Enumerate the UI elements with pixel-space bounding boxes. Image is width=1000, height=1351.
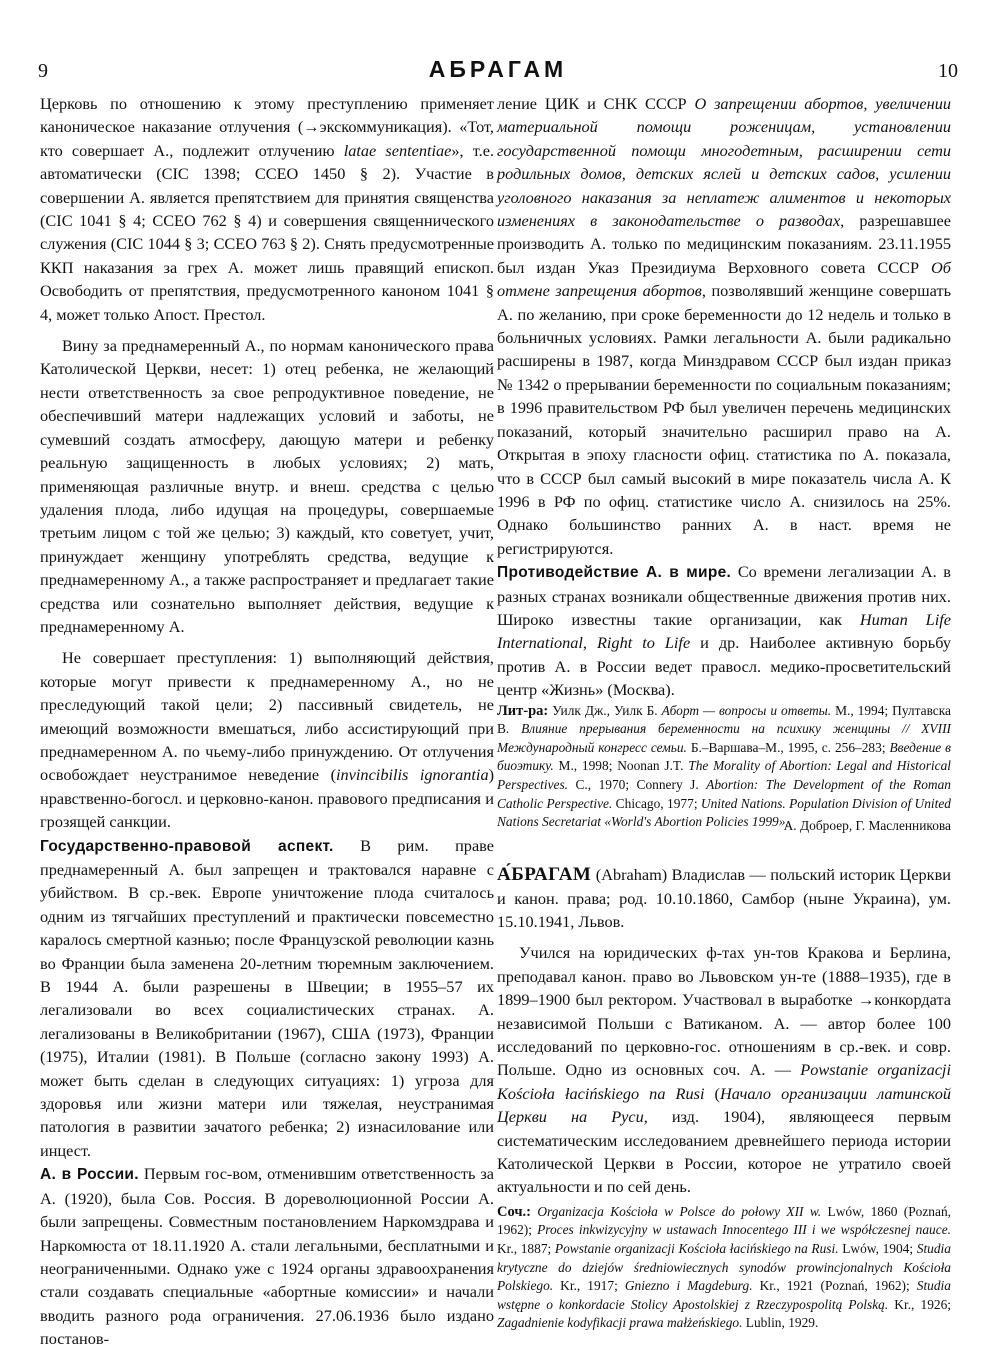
running-title: АБРАГАМ xyxy=(428,56,568,82)
paragraph-excommunication: Церковь по отношению к этому преступлению применяет каноническое наказание отлучения (→экскоммуникация). «Тот, кто совершает А., подлежит отлучению latae sententiae», т.е. автоматически (CIC 1398; CCEO 1450 § 2). Участие в совершении А. является препятствием для принятия священства (CIC 1041 § 4; CCEO 762 § 4) и совершения священнического служения (CIC 1044 § 3; CCEO 763 § 2). Снять предусмотренные ККП наказания за грех А. может лишь правящий епископ. Освободить от препятствия, предусмотренного каноном 1041 § 4, может только Апост. Престол. xyxy=(40,94,495,324)
bibliography-label: Лит-ра: xyxy=(497,702,549,719)
section-heading-russia: А. в России. xyxy=(40,1166,139,1184)
section-heading-opposition: Противодействие А. в мире. xyxy=(497,564,732,582)
entry-headword: А́БРАГАМ xyxy=(497,864,592,886)
section-heading-state-legal: Государственно-правовой аспект. xyxy=(40,837,334,855)
paragraph-russia: А. в России. Первым гос-вом, отменившим ответственность за А. (1920), была Сов. Россия. В дореволюционной России А. были запрещены. Совместным постановлением Наркомздрава и Наркомюста от 18.11.1920 А. стали легальными, бесплатными и неограниченными. Однако уже с 1924 органы здравоохранения стали создавать специальные «абортные комиссии» и начали вводить разного рода ограничения. 27.06.1936 было издано постанов- xyxy=(40,1164,495,1349)
paragraph-no-crime: Не совершает преступления: 1) выполняющий действия, которые могут привести к преднамеренному А., но не преследующий такой цели; 2) пассивный свидетель, не имеющий возможности вмешаться, либо ассистирующий при преднамеренном А. по чьему-либо принуждению. От отлучения освобождает неустранимое неведение (invincibilis ignorantia) нравственно-богосл. и церковно-канон. правового предписания и грозящей санкции. xyxy=(40,648,495,832)
author-signature: А. Доброер, Г. Масленникова xyxy=(783,817,951,833)
paragraph-opposition: Противодействие А. в мире. Со времени легализации А. в разных странах возникали общественные движения против них. Широко известны такие организации, как Human Life International, Right to Life и др. Наиболее активную борьбу против А. в России ведет правосл. медико-просветительский центр «Жизнь» (Москва). xyxy=(497,562,952,700)
works-list: Соч.: Organizacja Kościoła w Polsce do połowy XII w. Lwów, 1860 (Poznań, 1962); Proces inkwizycyjny w ustawach Innocentego III i we współczesnej nauce. Kr., 1887; Powstanie organizacji Kościoła łacińskiego na Rusi. Lwów, 1904; Studia krytyczne do dziejów średniowiecznych synodów prowincjonalnych Kościoła Polskiego. Kr., 1917; Gniezno i Magdeburg. Kr., 1921 (Poznań, 1962); Studia wstępne o konkordacie Stolicy Apostolskiej z Rzeczypospolitą Polską. Kr., 1926; Zagadnienie kodyfikacji prawa małżeńskiego. Lublin, 1929. xyxy=(497,1203,951,1331)
works-label: Соч.: xyxy=(497,1203,531,1220)
paragraph-guilt: Вину за преднамеренный А., по нормам канонического права Католической Церкви, несет: 1) отец ребенка, не желающий нести ответственность за свое репродуктивное поведение, не обеспечивший матери надлежащих условий и заботы, не сумевший создать атмосферу, дающую матери и ребенку реальную защищенность в любых условиях; 2) мать, применяющая различные внутр. и внеш. средства с целью удаления плода, либо идущая на процедуры, совершаемые третьим лицом с той же целью; 3) каждый, кто советует, учит, принуждает женщину употреблять средства, ведущие к преднамеренному А., а также распространяет и предлагает такие средства или сознательно выполняет действия, ведущие к преднамеренному А. xyxy=(40,336,494,636)
bibliography: Лит-ра: Уилк Дж., Уилк Б. Аборт — вопросы и ответы. М., 1994; Пултавска В. Влияние прерывания беременности на психику женщины // XVIII Международный конгресс семьи. Б.–Варшава–М., 1995, с. 256–283; Введение в биоэтику. М., 1998; Noonan J.T. The Morality of Abortion: Legal and Historical Perspectives. C., 1970; Connery J. Abortion: The Development of the Roman Catholic Perspective. Chicago, 1977; United Nations. Population Division of United Nations Secretariat «World's Abortion Policies 1999». xyxy=(497,702,952,830)
page-number-right: 10 xyxy=(938,60,958,82)
paragraph-russia-continued: ление ЦИК и СНК СССР О запрещении абортов, увеличении материальной помощи роженицам, установлении государственной помощи многодетным, расширении сети родильных домов, детских яслей и детских садов, усилении уголовного наказания за неплатеж алиментов и некоторых изменениях в законодательстве о разводах, разрешавшее производить А. только по медицинским показаниям. 23.11.1955 был издан Указ Президиума Верховного совета СССР Об отмене запрещения абортов, позволявший женщине совершать А. по желанию, при сроке беременности до 12 недель и только в больничных условиях. Рамки легальности А. были радикально расширены в 1987, когда Минздравом СССР был издан приказ № 1342 о прерывании беременности по социальным показаниям; в 1996 правительством РФ был увеличен перечень медицинских показаний, который значительно расширил право на А. Открытая в эпоху гласности офиц. статистика по А. показала, что в СССР был самый высокий в мире показатель числа А. К 1996 в РФ по офиц. статистике число А. снизилось на 25%. Однако большинство ранних А. в наст. время не регистрируются. xyxy=(497,94,951,558)
right-column xyxy=(497,92,951,1333)
paragraph-abraham-bio: Учился на юридических ф-тах ун-тов Кракова и Берлина, преподавал канон. право во Львовском ун-те (1888–1935), где в 1899–1900 был ректором. Участвовал в выработке →конкордата независимой Польши с Ватиканом. А. — автор более 100 исследований по церковно-гос. отношениям в ср.-век. и совр. Польше. Одно из основных соч. А. — Powstanie organizacji Kościoła łacińskiego na Rusi (Начало организации латинской Церкви на Руси, изд. 1904), являющееся первым систематическим исследованием древнейшего периода истории Католической Церкви в России, которое не утратило своей актуальности и по сей день. xyxy=(497,943,951,1197)
left-column xyxy=(40,92,494,1351)
entry-abraham: А́БРАГАМ (Abraham) Владислав — польский историк Церкви и канон. права; род. 10.10.1860, Самбор (ныне Украина), ум. 15.10.1941, Львов. xyxy=(497,864,951,931)
page-header xyxy=(38,56,958,90)
page-number-left: 9 xyxy=(38,60,48,82)
paragraph-state-legal: Государственно-правовой аспект. В рим. праве преднамеренный А. был запрещен и трактовался наравне с убийством. В ср.-век. Европе уничтожение плода считалось одним из тягчайших преступлений и практически повсеместно каралось смертной казнью; после Французской революции казнь во Франции была заменена 20-летним тюремным заключением. В 1944 А. были разрешены в Швеции; в 1955–57 их легализовали во всех социалистических странах. А. легализованы в Великобритании (1967), США (1973), Франции (1975), Италии (1981). В Польше (согласно закону 1993) А. может быть сделан в следующих ситуациях: 1) угроза для здоровья или жизни матери или тяжелая, неустранимая патология в развитии зачатого ребенка; 2) изнасилование или инцест. xyxy=(40,835,494,1160)
